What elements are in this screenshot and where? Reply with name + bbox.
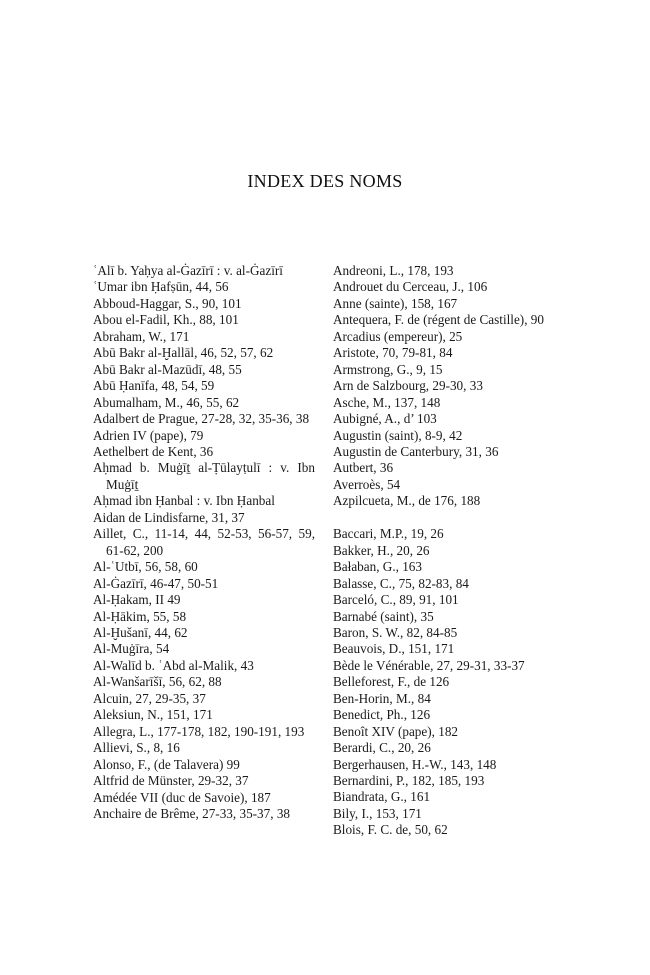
index-entry: Al-Muġīra, 54 [93, 641, 170, 657]
index-entry: Biandrata, G., 161 [333, 789, 431, 805]
index-entry: Amédée VII (duc de Savoie), 187 [93, 789, 271, 805]
index-entry: Belleforest, F., de 126 [333, 674, 450, 690]
index-entry: Armstrong, G., 9, 15 [333, 361, 443, 377]
index-entry: Abboud-Haggar, S., 90, 101 [93, 295, 242, 311]
index-entry: Barceló, C., 89, 91, 101 [333, 592, 459, 608]
index-entry: Abumalham, M., 46, 55, 62 [93, 394, 240, 410]
index-entry: Al-Ḥakam, II 49 [93, 592, 181, 608]
index-entry: Al-Ḫušanī, 44, 62 [93, 624, 188, 640]
index-entry: Andreoni, L., 178, 193 [333, 263, 454, 278]
index-entry: Aidan de Lindisfarne, 31, 37 [93, 509, 245, 525]
index-entry: Bède le Vénérable, 27, 29-31, 33-37 [333, 657, 525, 673]
index-entry: Alcuin, 27, 29-35, 37 [93, 690, 206, 706]
index-entry: Baccari, M.P., 19, 26 [333, 526, 444, 542]
index-column-right [333, 263, 555, 839]
index-entry: Aḥmad b. Muġīṯ al-Ṭūlayṭulī : v. Ibn Muġīṯ [93, 460, 315, 492]
index-entry: Abraham, W., 171 [93, 328, 190, 344]
index-entry: ʿUmar ibn Ḥafṣūn, 44, 56 [93, 279, 229, 295]
index-entry: Alonso, F., (de Talavera) 99 [93, 756, 240, 772]
index-entry: Averroès, 54 [333, 476, 401, 492]
index-entry: Benedict, Ph., 126 [333, 707, 431, 723]
index-entry: Bergerhausen, H.-W., 143, 148 [333, 756, 497, 772]
index-entry: Beauvois, D., 151, 171 [333, 641, 455, 657]
index-entry: Augustin de Canterbury, 31, 36 [333, 443, 499, 459]
index-entry: Adrien IV (pape), 79 [93, 427, 204, 443]
index-entry: Arcadius (empereur), 25 [333, 328, 463, 344]
index-entry: Abū Bakr al-Ḫallāl, 46, 52, 57, 62 [93, 345, 274, 361]
index-column-left [93, 263, 315, 822]
index-entry: Abū Ḥanīfa, 48, 54, 59 [93, 378, 215, 394]
index-entry: Androuet du Cerceau, J., 106 [333, 279, 488, 295]
index-entry: Anchaire de Brême, 27-33, 35-37, 38 [93, 805, 291, 821]
index-entry: Bakker, H., 20, 26 [333, 542, 430, 558]
index-entry: Asche, M., 137, 148 [333, 394, 441, 410]
index-entry: Azpilcueta, M., de 176, 188 [333, 493, 481, 509]
index-entry: Al-Ḥākim, 55, 58 [93, 608, 187, 624]
index-entry: Aristote, 70, 79-81, 84 [333, 345, 453, 361]
index-entry: Abou el-Fadil, Kh., 88, 101 [93, 312, 239, 328]
index-entry: Aḥmad ibn Ḥanbal : v. Ibn Ḥanbal [93, 493, 275, 509]
index-entry: Al-Walīd b. ʿAbd al-Malik, 43 [93, 657, 254, 673]
index-entry: Allegra, L., 177-178, 182, 190-191, 193 [93, 723, 305, 739]
index-entry: Benoît XIV (pape), 182 [333, 723, 459, 739]
index-entry: Augustin (saint), 8-9, 42 [333, 427, 463, 443]
index-entry: Aethelbert de Kent, 36 [93, 443, 214, 459]
index-entry: Aillet, C., 11-14, 44, 52-53, 56-57, 59, 61-62, 200 [93, 526, 315, 558]
index-entry: Balasse, C., 75, 82-83, 84 [333, 575, 469, 591]
index-entry: Autbert, 36 [333, 460, 394, 476]
index-entry: Aleksiun, N., 151, 171 [93, 707, 213, 723]
index-entry: Blois, F. C. de, 50, 62 [333, 822, 448, 838]
letter-group-spacer [333, 510, 555, 526]
index-entry: Berardi, C., 20, 26 [333, 740, 431, 756]
index-entry: ʿAlī b. Yaḥya al-Ġazīrī : v. al-Ġazīrī [93, 263, 283, 278]
index-entry: Anne (sainte), 158, 167 [333, 295, 458, 311]
index-entry: Bily, I., 153, 171 [333, 805, 422, 821]
index-entry: Al-Wanšarīšī, 56, 62, 88 [93, 674, 222, 690]
index-entry: Al-ʿUtbī, 56, 58, 60 [93, 559, 198, 575]
index-entry: Al-Ġazīrī, 46-47, 50-51 [93, 575, 219, 591]
page-title: INDEX DES NOMS [247, 171, 403, 191]
index-entry: Arn de Salzbourg, 29-30, 33 [333, 378, 483, 394]
index-entry: Baron, S. W., 82, 84-85 [333, 624, 458, 640]
index-entry: Barnabé (saint), 35 [333, 608, 434, 624]
index-entry: Ben-Horin, M., 84 [333, 690, 431, 706]
index-entry: Antequera, F. de (régent de Castille), 90 [333, 312, 544, 328]
index-entry: Bernardini, P., 182, 185, 193 [333, 773, 485, 789]
index-entry: Abū Bakr al-Mazūdī, 48, 55 [93, 361, 242, 377]
index-entry: Adalbert de Prague, 27-28, 32, 35-36, 38 [93, 411, 310, 427]
index-entry: Bałaban, G., 163 [333, 559, 422, 575]
index-entry: Aubigné, A., d’ 103 [333, 411, 437, 427]
index-entry: Altfrid de Münster, 29-32, 37 [93, 773, 249, 789]
index-entry: Allievi, S., 8, 16 [93, 740, 180, 756]
